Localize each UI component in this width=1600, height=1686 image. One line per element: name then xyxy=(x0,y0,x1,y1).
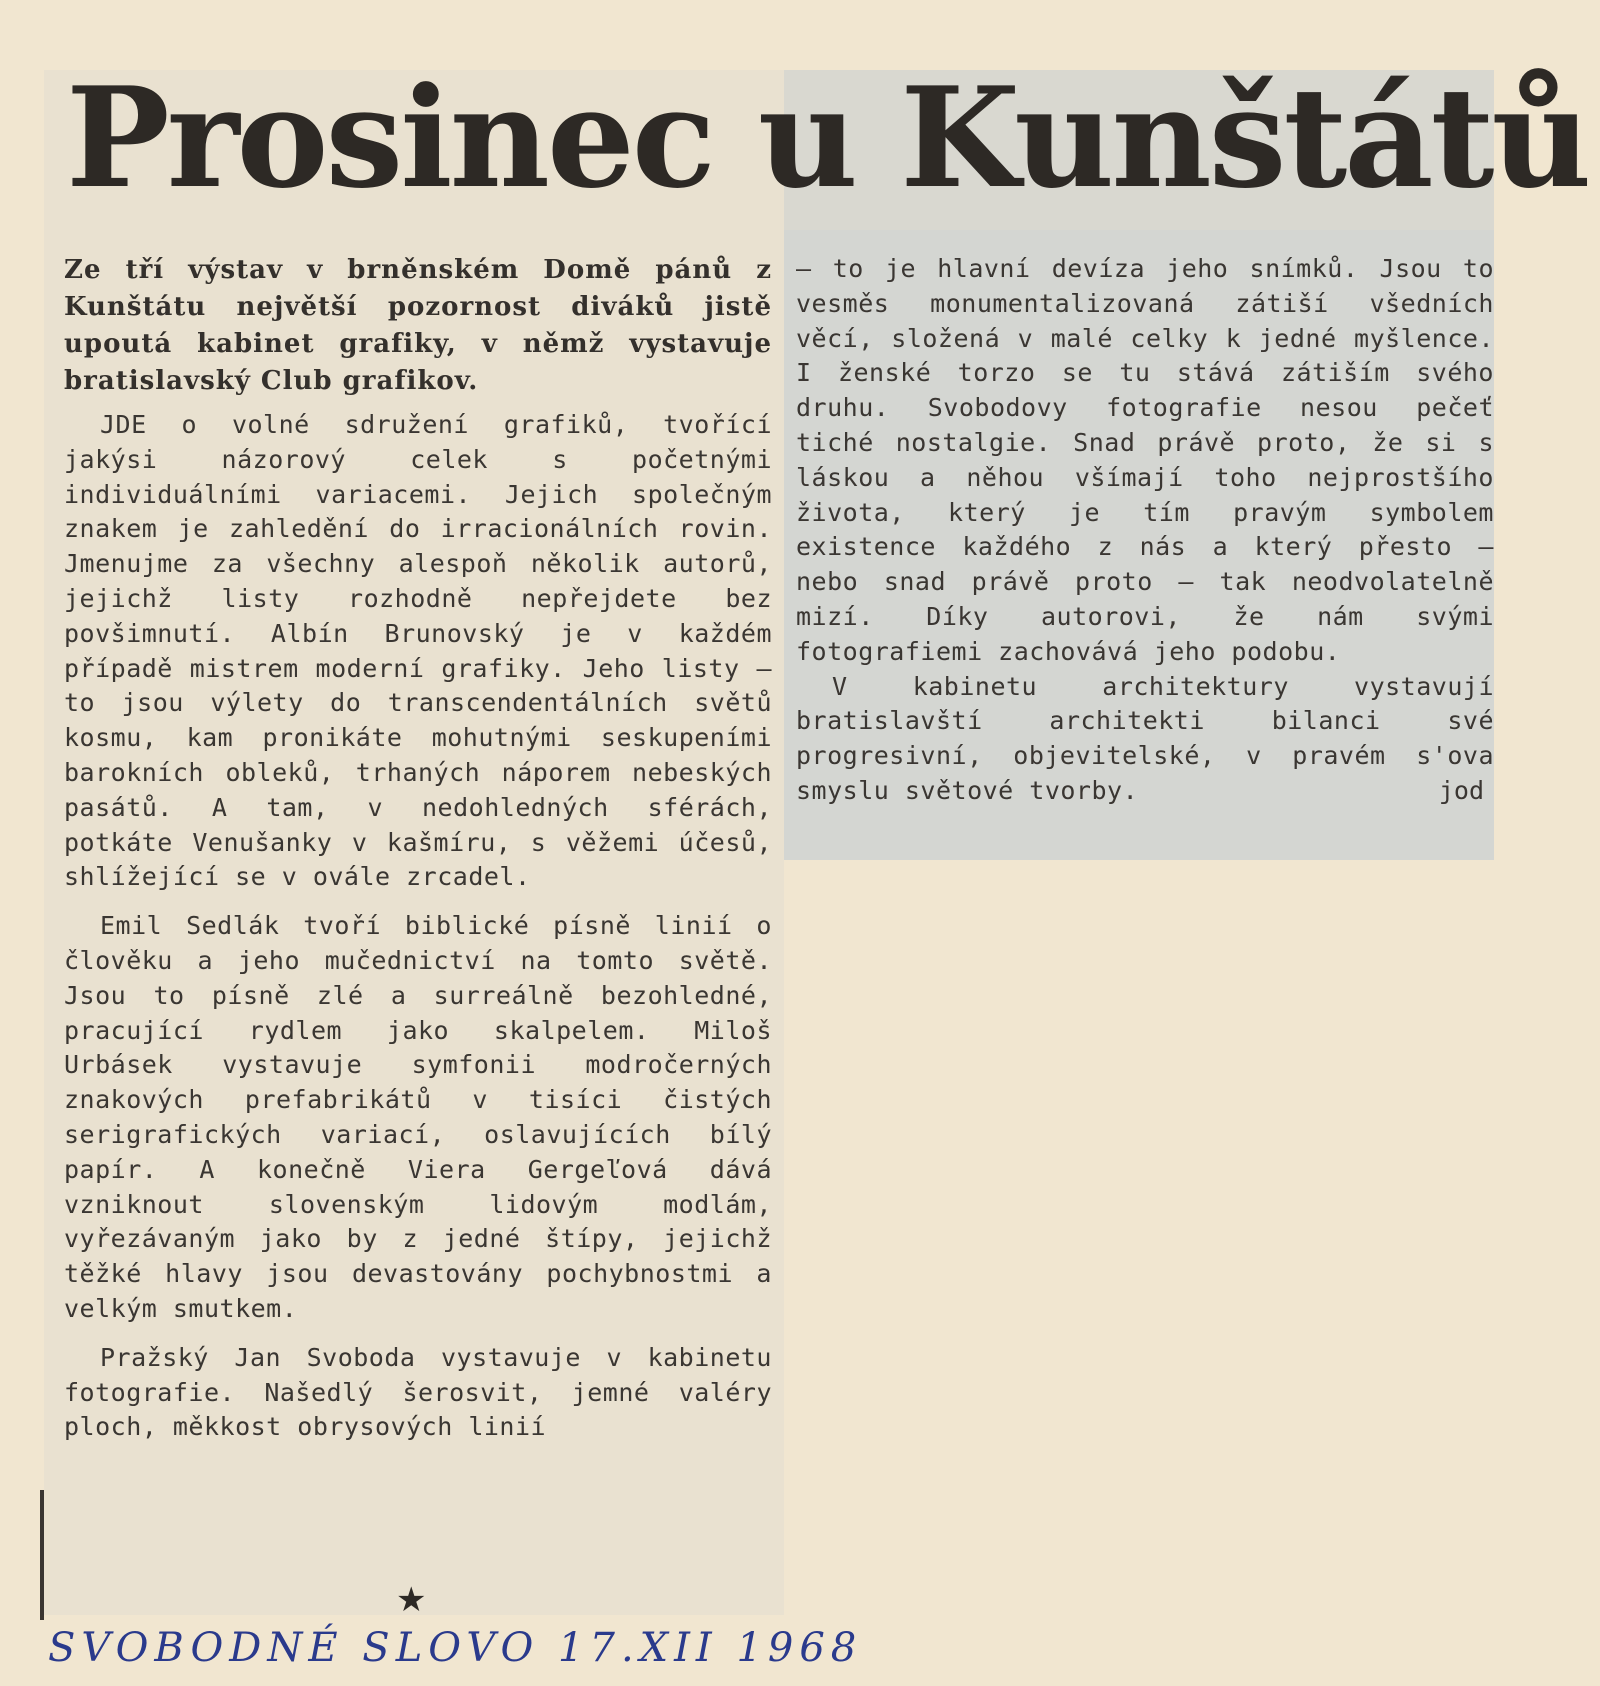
star-divider-icon: ★ xyxy=(396,1580,427,1620)
body-paragraph-3: Pražský Jan Svoboda vystavuje v kabinetu fotografie. Našedlý šerosvit, jemné valéry ploch, měkkost obrysových linií xyxy=(64,1342,772,1442)
body-paragraph-4: — to je hlavní devíza jeho snímků. Jsou to vesměs monumentalizovaná zátiší všedních věcí, složená v malé celky k jedné myšlence. I ženské torzo se tu stává zátiším svého druhu. Svobodovy fotografie nesou pečeť tiché nostalgie. Snad právě proto, že si s láskou a něhou všímají toho nejprostšího života, který je tím pravým symbolem existence každého z nás a který přesto — nebo snad právě proto — tak neodvolatelně mizí. Díky autorovi, že nám svými fotografiemi zachovává jeho podobu. xyxy=(796,254,1494,666)
body-paragraph-1: JDE o volné sdružení grafiků, tvořící jakýsi názorový celek s početnými individuálními variacemi. Jejich společným znakem je zahledění do irracionálních rovin. Jmenujme za všechny alespoň několik autorů, jejichž listy rozhodně nepřejdete bez povšimnutí. Albín Brunovský je v každém případě mistrem moderní grafiky. Jeho listy — to jsou výlety do transcendentálních světů kosmu, kam pronikáte mohutnými seskupeními barokních obleků, trhaných náporem nebeských pasátů. A tam, v nedohledných sférách, potkáte Venušanky v kašmíru, s věžemi účesů, shlížející se v ovále zrcadel. xyxy=(64,410,772,892)
headline: Prosinec u Kunštátů xyxy=(66,56,1589,219)
body-paragraph-5: V kabinetu architektury vystavují bratislavští architekti bilanci své progresivní, objevitelské, v pravém s'ova smyslu světové tvorby. xyxy=(796,671,1494,805)
author-signature: jod xyxy=(1438,775,1484,805)
handwritten-source-note: SVOBODNÉ SLOVO 17.XII 1968 xyxy=(48,1625,863,1671)
left-column xyxy=(64,252,772,1445)
right-column xyxy=(796,252,1494,809)
margin-pencil-mark xyxy=(40,1490,44,1620)
body-paragraph-2: Emil Sedlák tvoří biblické písně linií o člověku a jeho mučednictví na tomto světě. Jsou to písně zlé a surreálně bezohledné, pracující rydlem jako skalpelem. Miloš Urbásek vystavuje symfonii modročerných znakových prefabrikátů v tisíci čistých serigrafických variací, oslavujících bílý papír. A konečně Viera Gergeľová dává vzniknout slovenským lidovým modlám, vyřezávaným jako by z jedné štípy, jejichž těžké hlavy jsou devastovány pochybnostmi a velkým smutkem. xyxy=(64,911,772,1323)
lead-paragraph: Ze tří výstav v brněnském Domě pánů z Kunštátu největší pozornost diváků jistě upoutá kabinet grafiky, v němž vystavuje bratislavský Club grafikov. xyxy=(64,255,772,396)
